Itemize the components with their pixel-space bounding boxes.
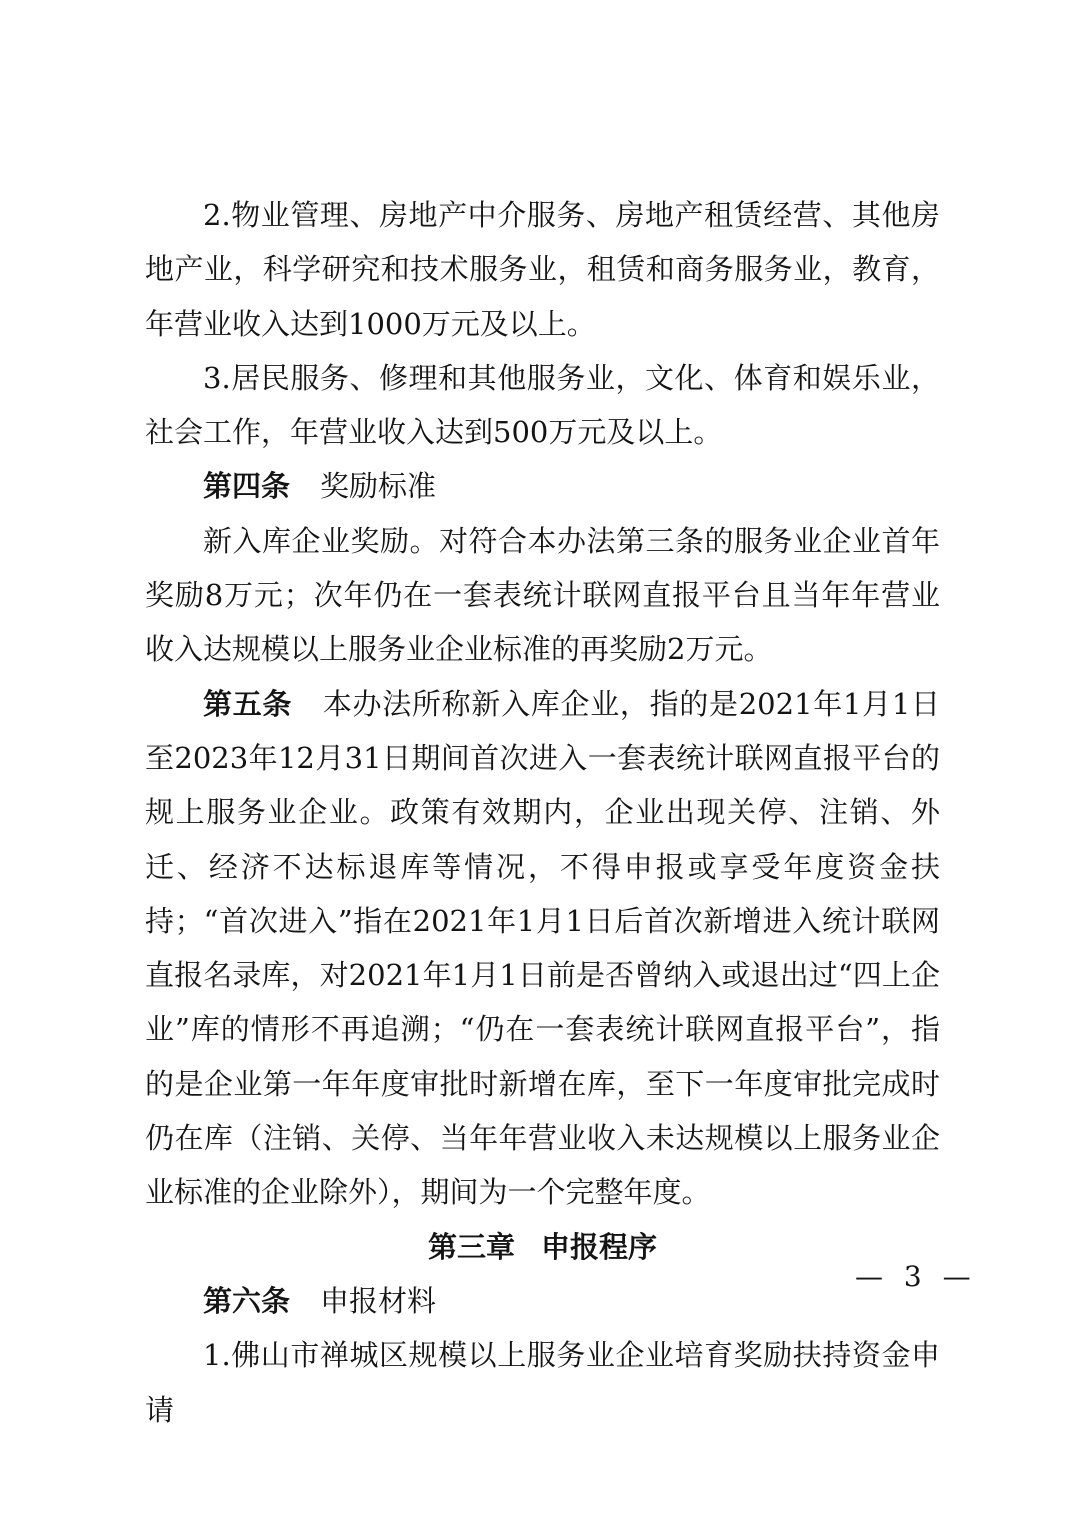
article-6-heading: 第六条 <box>203 1283 291 1318</box>
article-4-heading: 第四条 <box>203 469 291 504</box>
article-4-title: 奖励标准 <box>320 469 437 504</box>
paragraph-item-3: 3.居民服务、修理和其他服务业，文化、体育和娱乐业，社会工作，年营业收入达到500万元及以上。 <box>145 360 940 450</box>
paragraph-new-enterprise-reward: 新入库企业奖励。对符合本办法第三条的服务业企业首年奖励8万元；次年仍在一套表统计联网直报平台且当年年营业收入达规模以上服务业企业标准的再奖励2万元。 <box>145 523 940 667</box>
article-5-body: 本办法所称新入库企业，指的是2021年1月1日至2023年12月31日期间首次进入一套表统计联网直报平台的规上服务业企业。政策有效期内，企业出现关停、注销、外迁、经济不达标退库等情况，不得申报或享受年度资金扶持；“首次进入”指在2021年1月1日后首次新增进入统计联网直报名录库，对2021年1月1日前是否曾纳入或退出过“四上企业”库的情形不再追溯；“仍在一套表统计联网直报平台”，指的是企业第一年年度审批时新增在库，至下一年度审批完成时仍在库（注销、关停、当年年营业收入未达规模以上服务业企业标准的企业除外），期间为一个完整年度。 <box>145 686 940 1210</box>
chapter-number: 第三章 <box>427 1229 515 1264</box>
paragraph-item-2: 2.物业管理、房地产中介服务、房地产租赁经营、其他房地产业，科学研究和技术服务业，租赁和商务服务业，教育，年营业收入达到1000万元及以上。 <box>145 198 940 341</box>
article-6 <box>145 1274 940 1328</box>
article-6-title: 申报材料 <box>320 1283 437 1318</box>
article-4 <box>145 459 940 513</box>
chapter-heading <box>145 1220 940 1274</box>
chapter-title: 申报程序 <box>541 1229 658 1264</box>
article-5 <box>145 677 940 1220</box>
document-body <box>145 188 940 1437</box>
page-number: — 3 — <box>855 1260 977 1293</box>
paragraph-materials-1: 1.佛山市禅城区规模以上服务业企业培育奖励扶持资金申请 <box>145 1338 940 1427</box>
article-5-heading: 第五条 <box>203 686 293 721</box>
